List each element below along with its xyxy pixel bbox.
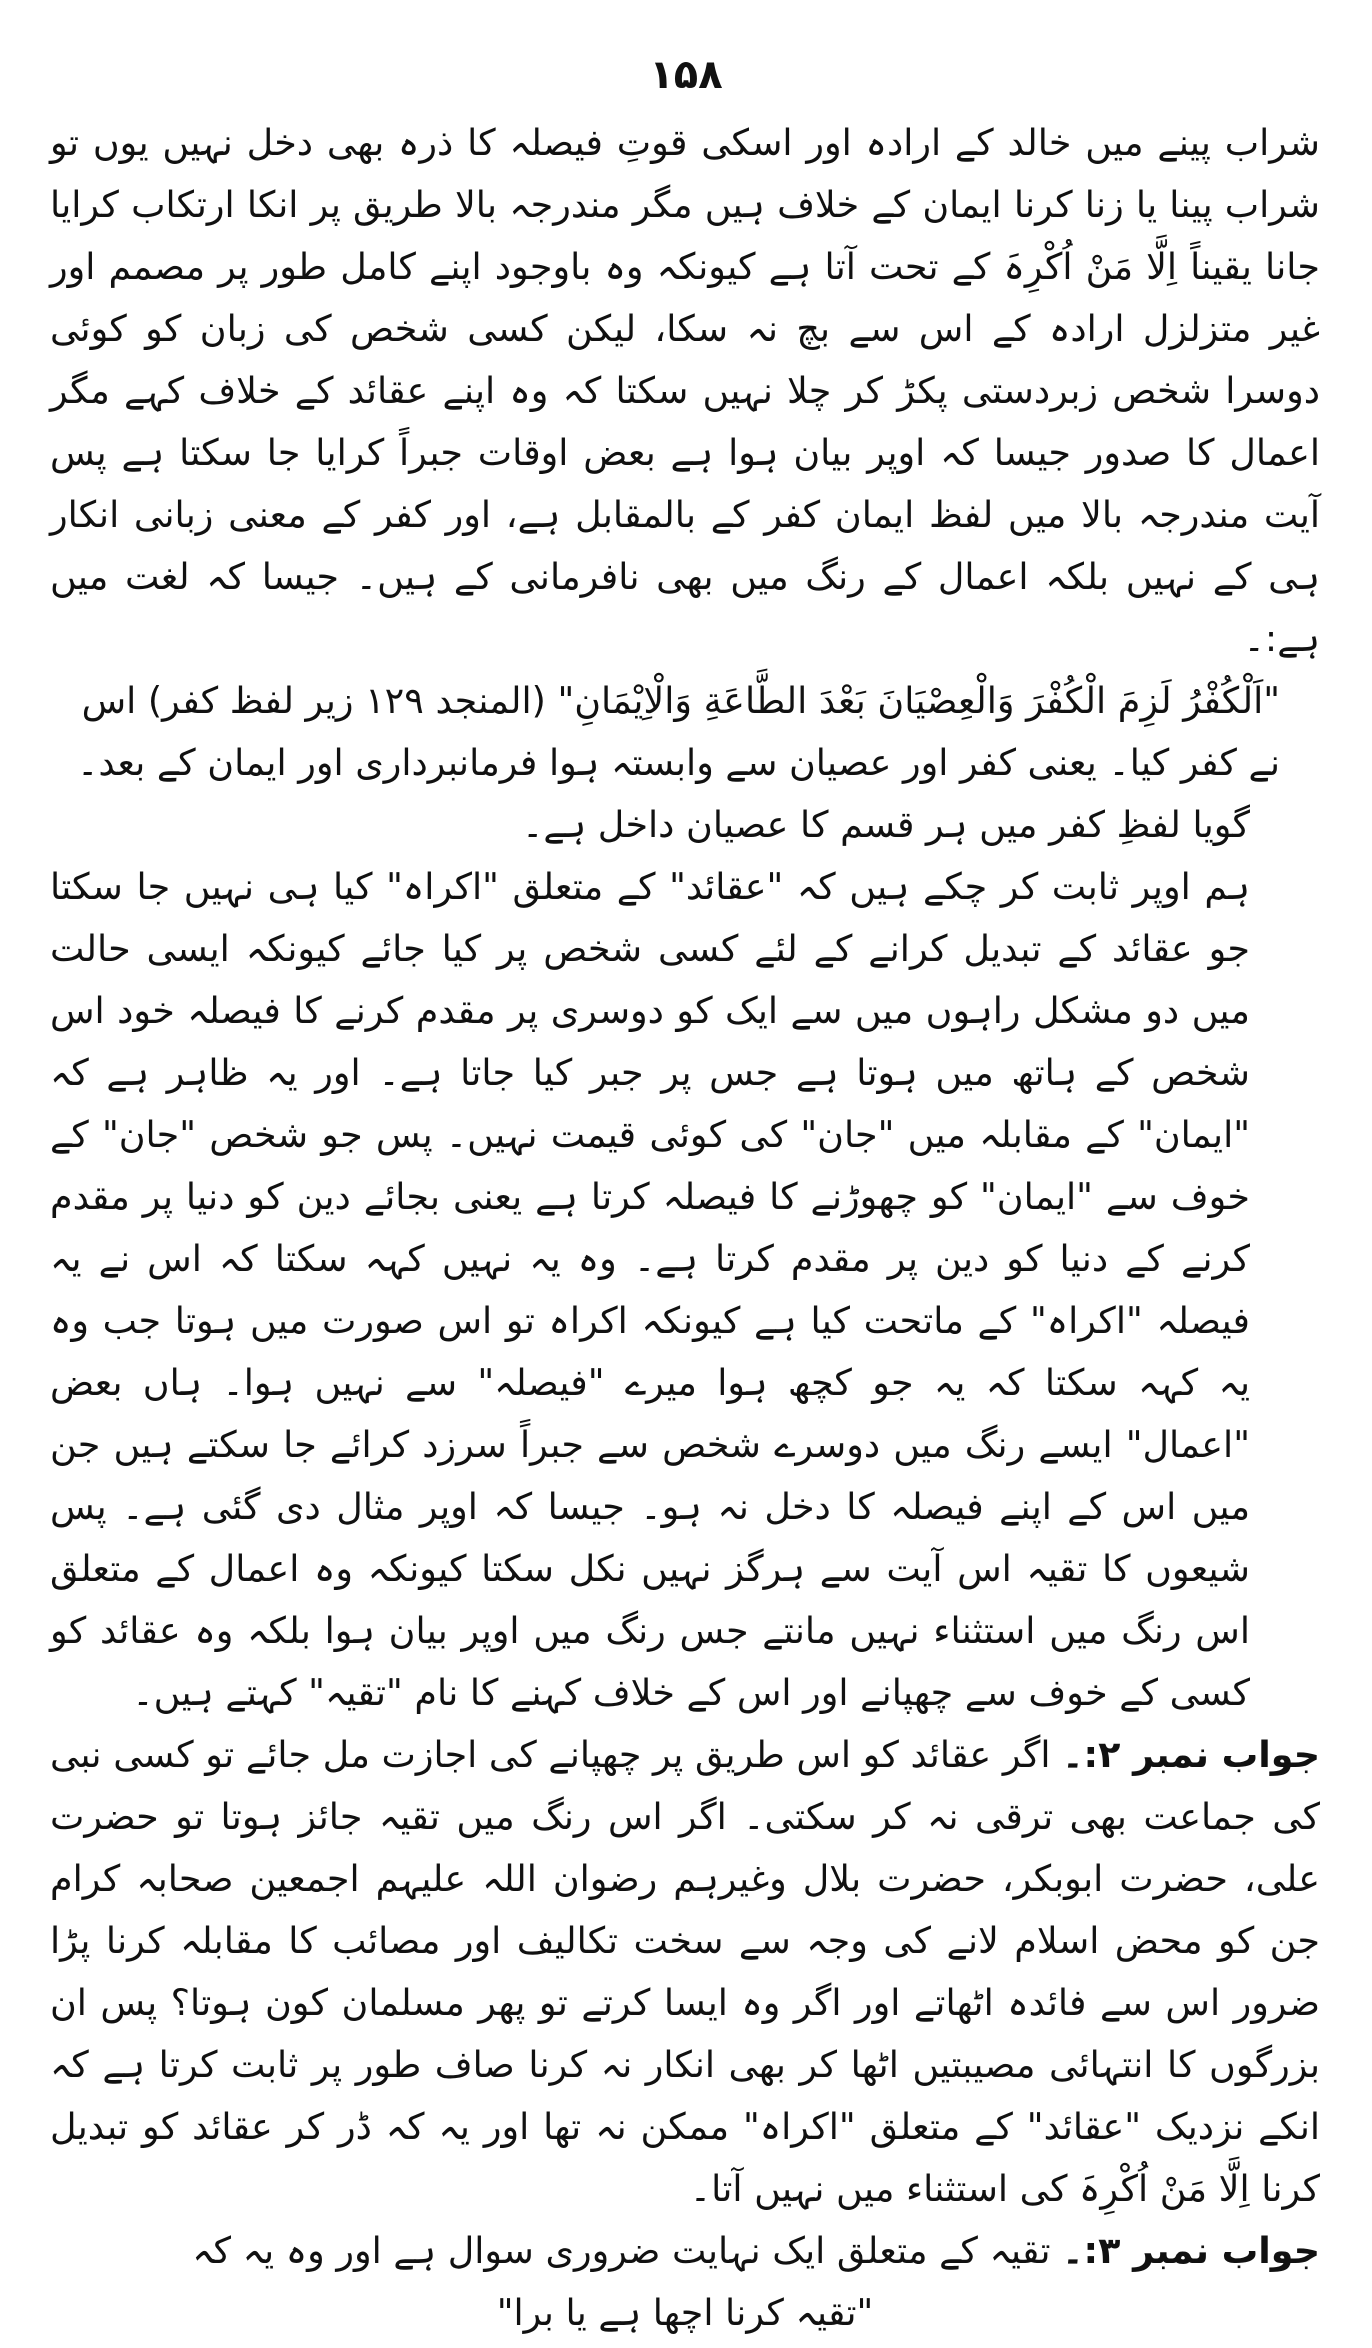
- kufr-summary: گویا لفظِ کفر میں ہر قسم کا عصیان داخل ہے۔: [522, 803, 1250, 846]
- page-number: ۱۵۸: [649, 52, 723, 98]
- answer-three-text: تقیہ کے متعلق ایک نہایت ضروری سوال ہے اور وہ یہ کہ: [192, 2229, 1051, 2272]
- paragraph-ikrah-argument: ہم اوپر ثابت کر چکے ہیں کہ "عقائد" کے متعلق "اکراہ" کیا ہی نہیں جا سکتا جو عقائد کے تبدیل کرانے کے لئے کسی شخص پر کیا جائے کیونکہ ایسی حالت میں دو مشکل راہوں میں سے ایک کو دوسری پر مقدم کرنے کا فیصلہ خود اس شخص کے ہاتھ میں ہوتا ہے جس پر جبر کیا جاتا ہے۔ اور یہ ظاہر ہے کہ "ایمان" کے مقابلہ میں "جان" کی کوئی قیمت نہیں۔ پس جو شخص "جان" کے خوف سے "ایمان" کو چھوڑنے کا فیصلہ کرتا ہے یعنی بجائے دین کو دنیا پر مقدم کرنے کے دنیا کو دین پر مقدم کرتا ہے۔ وہ یہ نہیں کہہ سکتا کہ اس نے یہ فیصلہ "اکراہ" کے ماتحت کیا ہے کیونکہ اکراہ تو اس صورت میں ہوتا جب وہ یہ کہہ سکتا کہ یہ جو کچھ ہوا میرے "فیصلہ" سے نہیں ہوا۔ ہاں بعض "اعمال" ایسے رنگ میں دوسرے شخص سے جبراً سرزد کرائے جا سکتے ہیں جن میں اس کے اپنے فیصلہ کا دخل نہ ہو۔ جیسا کہ اوپر مثال دی گئی ہے۔ پس شیعوں کا تقیہ اس آیت سے ہرگز نہیں نکل سکتا کیونکہ وہ اعمال کے متعلق اس رنگ میں استثناء نہیں مانتے جس رنگ میں اوپر بیان ہوا بلکہ وہ عقائد کو کسی کے خوف سے چھپانے اور اس کے خلاف کہنے کا نام "تقیہ" کہتے ہیں۔: [50, 865, 1250, 1714]
- answer-two-label: جواب نمبر ۲:۔: [1062, 1733, 1320, 1776]
- answer-three: [50, 2220, 1320, 2282]
- final-question-quote: "تقیہ کرنا اچھا ہے یا برا": [496, 2291, 874, 2334]
- answer-two: [50, 1724, 1320, 2220]
- answer-two-text: اگر عقائد کو اس طریق پر چھپانے کی اجازت مل جائے تو کسی نبی کی جماعت بھی ترقی نہ کر سکتی۔ اگر اس رنگ میں تقیہ جائز ہوتا تو حضرت علی، حضرت ابوبکر، حضرت بلال وغیرہم رضوان اللہ علیہم اجمعین صحابہ کرام جن کو محض اسلام لانے کی وجہ سے سخت تکالیف اور مصائب کا مقابلہ کرنا پڑا ضرور اس سے فائدہ اٹھاتے اور اگر وہ ایسا کرتے تو پھر مسلمان کون ہوتا؟ پس ان بزرگوں کا انتہائی مصیبتیں اٹھا کر بھی انکار نہ کرنا صاف طور پر ثابت کرتا ہے کہ انکے نزدیک "عقائد" کے متعلق "اکراہ" ممکن نہ تھا اور یہ کہ ڈر کر عقائد کو تبدیل کرنا اِلَّا مَنْ اُکْرِہَ کی استثناء میں نہیں آتا۔: [50, 1733, 1320, 2210]
- lexicon-quote: "اَلْکُفْرُ لَزِمَ الْکُفْرَ وَالْعِصْیَانَ بَعْدَ الطَّاعَةِ وَالْاِیْمَانِ" (المنجد ۱۲۹ زیر لفظ کفر) اس نے کفر کیا۔ یعنی کفر اور عصیان سے وابستہ ہوا فرمانبرداری اور ایمان کے بعد۔: [76, 679, 1280, 784]
- answer-three-label: جواب نمبر ۳:۔: [1062, 2229, 1320, 2272]
- body-text: [50, 112, 1320, 2344]
- paragraph-wine-example: شراب پینے میں خالد کے ارادہ اور اسکی قوتِ فیصلہ کا ذرہ بھی دخل نہیں یوں تو شراب پینا یا زنا کرنا ایمان کے خلاف ہیں مگر مندرجہ بالا طریق پر انکا ارتکاب کرایا جانا یقیناً اِلَّا مَنْ اُکْرِہَ کے تحت آتا ہے کیونکہ وہ باوجود اپنے کامل طور پر مصمم اور غیر متزلزل ارادہ کے اس سے بچ نہ سکا، لیکن کسی شخص کی زبان کو کوئی دوسرا شخص زبردستی پکڑ کر چلا نہیں سکتا کہ وہ اپنے عقائد کے خلاف کہے مگر اعمال کا صدور جیسا کہ اوپر بیان ہوا ہے بعض اوقات جبراً کرایا جا سکتا ہے پس آیت مندرجہ بالا میں لفظ ایمان کفر کے بالمقابل ہے، اور کفر کے معنی زبانی انکار ہی کے نہیں بلکہ اعمال کے رنگ میں بھی نافرمانی کے ہیں۔ جیسا کہ لغت میں ہے:۔: [50, 121, 1320, 660]
